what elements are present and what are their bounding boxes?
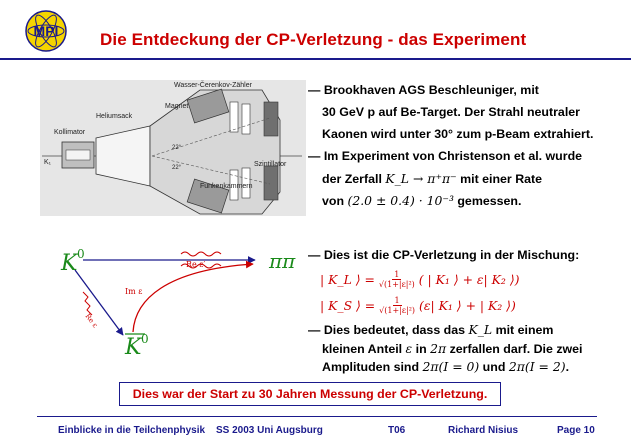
bullet-4-line-1-post: mit einem (492, 323, 554, 337)
label-angle-bottom: 22° (172, 165, 182, 171)
rate-formula: (2.0 ± 0.4) · 10⁻³ (347, 193, 454, 208)
bullet-2-line-2-post: mit einer Rate (456, 172, 543, 186)
mpi-logo (24, 9, 68, 53)
bullet-2-line-1: — Im Experiment von Christenson et al. wurde (308, 149, 583, 163)
bullet-1-line-1: — Brookhaven AGS Beschleuniger, mit (308, 83, 539, 97)
label-szintillator: Szintillator (254, 161, 287, 168)
bullet-4-line-3-post: . (565, 360, 570, 374)
title-rule (0, 58, 631, 60)
bullet-2-line-3-pre: von (322, 194, 348, 208)
decay-formula: K_L → π⁺π⁻ (385, 171, 457, 186)
label-im-eps: Im ε (125, 287, 143, 296)
logo-text: MPI (33, 23, 59, 39)
arrow-k0-k0bar (75, 270, 123, 335)
bullet-2-line-2 (322, 171, 542, 186)
amp-i0: 2π(I = 0) (422, 359, 480, 374)
wavy-re-eps (83, 292, 92, 315)
label-wasser-cerenkov: Wasser-Čerenkov-Zähler (174, 82, 252, 89)
bullet-4-line-3-pre: Amplituden sind (322, 360, 423, 374)
bullet-4-line-1-pre: — Dies bedeutet, dass das (308, 323, 469, 337)
ks-rhs: (ε| K₁ ⟩ + | K₂ ⟩) (419, 297, 516, 313)
ks-lhs: | K_S ⟩ = (320, 297, 376, 313)
footer-author: Richard Nisius (448, 425, 519, 436)
bullet-1-line-2: 30 GeV p auf Be-Target. Der Strahl neutraler (322, 105, 580, 119)
bullet-4-line-2-mid: in (412, 342, 431, 356)
footer-course: Einblicke in die Teilchenphysik (58, 425, 206, 436)
bullet-4-line-2-post: zerfallen darf. Die zwei (446, 342, 583, 356)
label-re-eps-prime: Re ε′ (186, 260, 206, 269)
bullet-2-line-3 (322, 193, 521, 208)
bullet-4-line-3-mid: und (479, 360, 509, 374)
bullet-2-line-2-pre: der Zerfall (322, 172, 386, 186)
kl-frac-num: 1 (394, 269, 400, 279)
kl-rhs: ( | K₁ ⟩ + ε| K₂ ⟩) (418, 271, 520, 287)
ks-fraction (379, 296, 415, 315)
arrow-k0bar-pipi (133, 264, 253, 332)
kl-fraction (379, 270, 415, 289)
symbol-k0: K (61, 251, 78, 276)
bullet-4-line-3 (322, 359, 569, 374)
equation-ks (320, 290, 516, 320)
kl-lhs: | K_L ⟩ = (320, 271, 375, 287)
ks-frac-den: √(1+|ε|²) (379, 305, 416, 315)
symbol-pipi: ππ (269, 249, 296, 273)
kl-symbol: K_L (468, 322, 493, 337)
ks-frac-num: 1 (394, 295, 400, 305)
label-k1: K₁ (44, 159, 52, 166)
label-magnet: Magnet (165, 103, 189, 110)
symbol-k0-sup: 0 (77, 247, 85, 261)
kl-frac-den: √(1+|ε|²) (378, 279, 415, 289)
bullet-2-line-3-post: gemessen. (453, 194, 522, 208)
epsilon-symbol: ε (405, 341, 413, 356)
footer-code: T06 (388, 425, 406, 436)
apparatus-figure (40, 80, 306, 216)
label-funkenkammern: Funkenkammern (200, 183, 253, 190)
bullet-4-line-1 (308, 322, 553, 337)
mixing-diagram (55, 240, 305, 360)
label-heliumsack: Heliumsack (96, 113, 133, 120)
bullet-4-line-2-pre: kleinen Anteil (322, 342, 406, 356)
bullet-1-line-3: Kaonen wird unter 30° zum p-Beam extrahiert. (322, 127, 594, 141)
symbol-k0bar: K (125, 335, 142, 360)
label-kollimator: Kollimator (54, 129, 86, 136)
label-angle-top: 22° (172, 145, 182, 151)
amp-i2: 2π(I = 2) (508, 359, 566, 374)
label-re-eps: Re ε (83, 312, 100, 330)
bullet-3: — Dies ist die CP-Verletzung in der Mischung: (308, 248, 580, 262)
footer-term: SS 2003 Uni Augsburg (216, 425, 323, 436)
bullet-4-line-2 (322, 341, 582, 356)
two-pi-symbol: 2π (430, 341, 447, 356)
highlight-box: Dies war der Start zu 30 Jahren Messung der CP-Verletzung. (119, 382, 501, 406)
footer-page: Page 10 (557, 425, 595, 436)
footer-rule (37, 416, 597, 417)
page-title: Die Entdeckung der CP-Verletzung - das Experiment (100, 30, 527, 49)
symbol-k0bar-sup: 0 (141, 332, 149, 346)
wavy-re-eps-prime (181, 252, 221, 256)
